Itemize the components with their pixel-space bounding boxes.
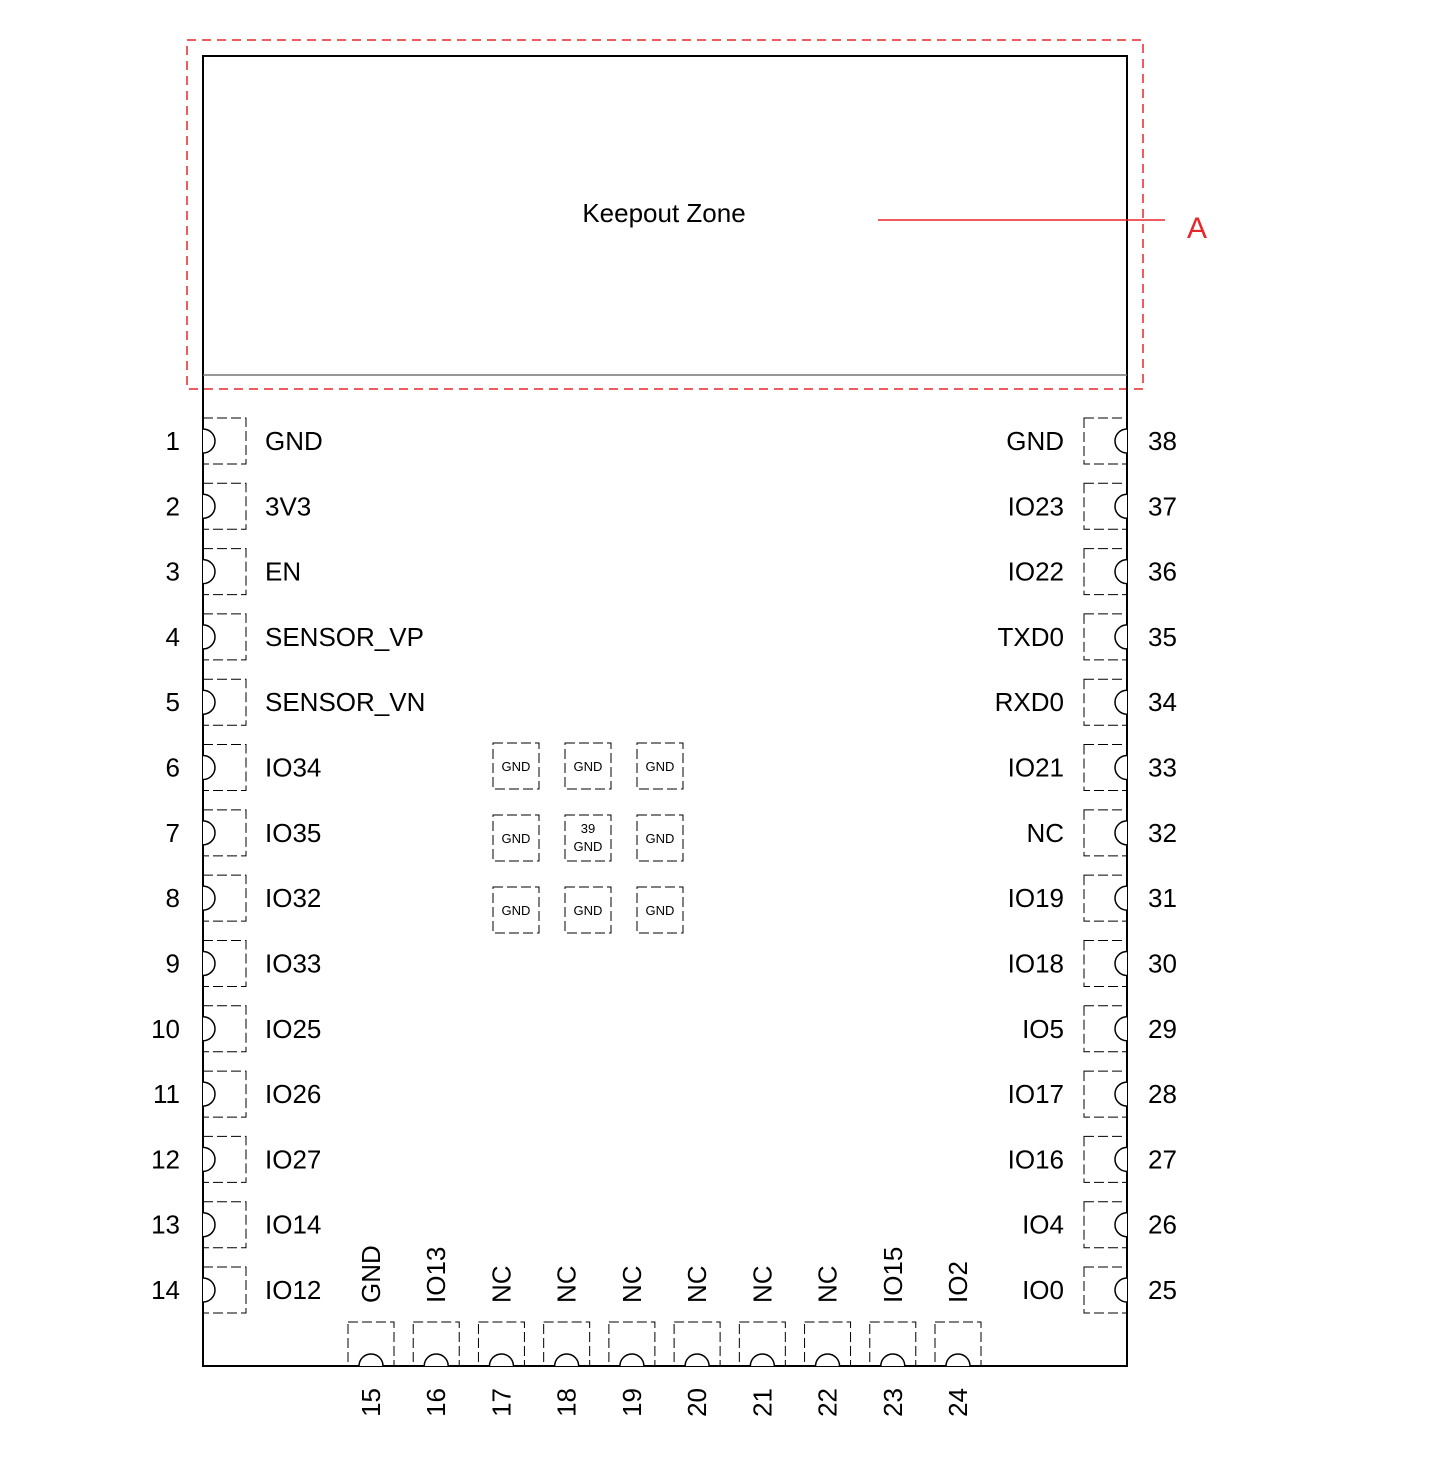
pin-number: 23 (877, 1388, 908, 1417)
pin-name: IO19 (1007, 883, 1064, 914)
pin-castellation (750, 1354, 774, 1366)
pin-name: IO23 (1007, 491, 1064, 522)
pin-castellation (620, 1354, 644, 1366)
pin-number: 13 (151, 1209, 180, 1240)
pin-name: NC (486, 1265, 517, 1303)
pin-name: NC (747, 1265, 778, 1303)
pin-castellation (1115, 625, 1127, 649)
pin-castellation (1115, 1278, 1127, 1302)
pin-number: 35 (1148, 621, 1177, 652)
pin-number: 26 (1148, 1209, 1177, 1240)
pin-number: 34 (1148, 687, 1177, 718)
center-pad-label: GND (573, 903, 603, 918)
pin-castellation (203, 1082, 215, 1106)
pin-castellation (203, 756, 215, 780)
pin-number: 9 (165, 948, 180, 979)
pin-name: IO22 (1007, 556, 1064, 587)
pin-number: 14 (151, 1275, 180, 1305)
pin-number: 11 (153, 1079, 180, 1110)
pin-number: 20 (682, 1388, 713, 1417)
pin-name: NC (682, 1265, 713, 1303)
bottom-pin-row (348, 1245, 981, 1417)
pin-number: 8 (165, 883, 180, 914)
pin-number: 4 (165, 621, 180, 652)
pin-name: IO13 (421, 1246, 452, 1303)
pin-name: TXD0 (997, 621, 1064, 652)
pin-name: IO15 (877, 1246, 908, 1303)
keepout-zone-label: Keepout Zone (582, 198, 746, 228)
pin-name: SENSOR_VN (265, 687, 426, 718)
pin-castellation (816, 1354, 840, 1366)
center-ground-pad-grid (493, 743, 683, 933)
pin-name: NC (1026, 817, 1064, 848)
pin-castellation (359, 1354, 383, 1366)
pin-castellation (203, 625, 215, 649)
center-pad-number: 39 (580, 821, 596, 836)
pin-castellation (203, 1017, 215, 1041)
pin-number: 16 (421, 1388, 452, 1417)
pin-castellation (203, 1213, 215, 1237)
pin-castellation (685, 1354, 709, 1366)
pin-number: 37 (1148, 491, 1177, 522)
pin-castellation (1115, 951, 1127, 975)
pin-castellation (203, 951, 215, 975)
pin-number: 2 (165, 491, 180, 522)
pin-name: NC (616, 1265, 647, 1303)
pin-name: IO2 (943, 1261, 973, 1303)
pin-castellation (203, 821, 215, 845)
pin-name: IO16 (1007, 1144, 1064, 1175)
pin-name: IO17 (1007, 1079, 1064, 1110)
pin-number: 3 (165, 556, 180, 587)
pin-name: IO14 (265, 1209, 322, 1240)
pin-castellation (203, 690, 215, 714)
pin-name: NC (812, 1265, 843, 1303)
pin-name: IO33 (265, 948, 322, 979)
pin-number: 28 (1148, 1079, 1177, 1110)
center-pad-label: GND (501, 903, 531, 918)
center-pad-label: GND (573, 759, 603, 774)
pin-number: 25 (1148, 1275, 1177, 1305)
pin-castellation (203, 429, 215, 453)
pin-name: IO0 (1022, 1275, 1064, 1305)
pin-number: 1 (165, 426, 180, 456)
pin-number: 5 (165, 687, 180, 718)
pin-name: IO12 (265, 1275, 322, 1305)
pin-name: GND (1006, 426, 1064, 456)
pin-number: 6 (165, 752, 180, 783)
keepout-marker-label: A (1186, 212, 1208, 245)
pin-castellation (881, 1354, 905, 1366)
pin-number: 31 (1148, 883, 1177, 914)
pin-number: 15 (356, 1388, 386, 1417)
pin-name: NC (551, 1265, 582, 1303)
pin-number: 36 (1148, 556, 1177, 587)
pin-name: IO27 (265, 1144, 322, 1175)
pin-castellation (1115, 886, 1127, 910)
pin-castellation (203, 560, 215, 584)
pin-number: 10 (151, 1013, 180, 1044)
pin-castellation (555, 1354, 579, 1366)
pin-castellation (1115, 756, 1127, 780)
pin-castellation (424, 1354, 448, 1366)
pin-castellation (203, 886, 215, 910)
pin-name: IO32 (265, 883, 322, 914)
pin-number: 30 (1148, 948, 1177, 979)
pin-number: 18 (551, 1388, 582, 1417)
center-pad-label: GND (645, 903, 675, 918)
pin-castellation (1115, 690, 1127, 714)
pin-name: RXD0 (994, 687, 1064, 718)
pin-number: 29 (1148, 1013, 1177, 1044)
pin-name: SENSOR_VP (265, 621, 424, 652)
pin-name: IO4 (1022, 1209, 1064, 1240)
center-pad-label: GND (573, 839, 603, 854)
pin-number: 19 (616, 1388, 647, 1417)
pin-castellation (1115, 560, 1127, 584)
pin-name: EN (265, 556, 302, 587)
pin-number: 21 (747, 1388, 778, 1417)
pin-castellation (489, 1354, 513, 1366)
center-pad-label: GND (645, 831, 675, 846)
pin-name: 3V3 (265, 491, 312, 522)
pin-number: 22 (812, 1388, 843, 1417)
pin-number: 27 (1148, 1144, 1177, 1175)
pin-name: IO35 (265, 817, 322, 848)
center-pad-label: GND (501, 759, 531, 774)
pin-name: IO21 (1007, 752, 1064, 783)
pin-castellation (1115, 1213, 1127, 1237)
pin-number: 12 (151, 1144, 180, 1175)
center-pad-label: GND (645, 759, 675, 774)
pin-castellation (203, 1147, 215, 1171)
pin-number: 24 (943, 1388, 973, 1417)
pin-name: GND (356, 1245, 386, 1303)
pin-number: 32 (1148, 817, 1177, 848)
pin-castellation (1115, 1147, 1127, 1171)
center-pad-label: GND (501, 831, 531, 846)
pin-castellation (203, 1278, 215, 1302)
pin-number: 7 (165, 817, 180, 848)
pin-name: IO26 (265, 1079, 322, 1110)
pin-name: IO25 (265, 1013, 322, 1044)
pin-name: IO18 (1007, 948, 1064, 979)
pin-name: IO34 (265, 752, 322, 783)
left-pin-column (151, 418, 425, 1313)
pin-castellation (1115, 1017, 1127, 1041)
pin-number: 38 (1148, 426, 1177, 456)
pin-name: IO5 (1022, 1013, 1064, 1044)
pin-castellation (1115, 429, 1127, 453)
pin-castellation (1115, 494, 1127, 518)
pin-castellation (946, 1354, 970, 1366)
pin-number: 33 (1148, 752, 1177, 783)
pin-castellation (203, 494, 215, 518)
pin-name: GND (265, 426, 323, 456)
pin-number: 17 (486, 1388, 517, 1417)
pin-castellation (1115, 821, 1127, 845)
right-pin-column (995, 418, 1177, 1313)
pin-castellation (1115, 1082, 1127, 1106)
